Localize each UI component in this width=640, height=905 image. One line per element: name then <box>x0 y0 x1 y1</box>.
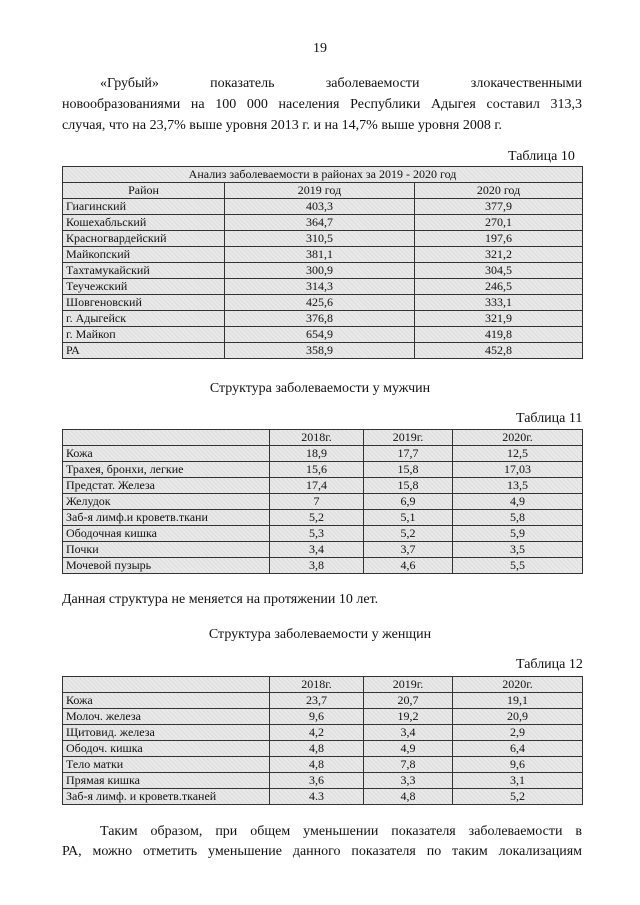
table11-cell: 5,3 <box>270 526 364 542</box>
table10-row-label: Тахтамукайский <box>63 263 225 279</box>
table12-cell: 20,9 <box>453 709 583 725</box>
table10-cell: 358,9 <box>225 343 415 359</box>
table12-cell: 19,1 <box>453 693 583 709</box>
table10-cell: 419,8 <box>415 327 583 343</box>
table11-cell: 15,8 <box>364 478 453 494</box>
table11-header-2018: 2018г. <box>270 430 364 446</box>
table10-row-label: Красногвардейский <box>63 231 225 247</box>
table12-cell: 5,2 <box>453 789 583 805</box>
table10-row <box>63 231 583 247</box>
table12-cell: 4,8 <box>270 741 364 757</box>
table11-cell: 5,1 <box>364 510 453 526</box>
table12-cell: 9,6 <box>453 757 583 773</box>
table11-row <box>63 542 583 558</box>
table10-cell: 304,5 <box>415 263 583 279</box>
table10-header-row <box>63 183 583 199</box>
table11-row-label: Предстат. Железа <box>63 478 270 494</box>
table11-header-2020: 2020г. <box>453 430 583 446</box>
men-note: Данная структура не меняется на протяжении 10 лет. <box>62 592 379 607</box>
table12-cell: 4,9 <box>364 741 453 757</box>
table10-title-row <box>63 167 583 183</box>
table10-label: Таблица 10 <box>508 149 575 164</box>
table11-row <box>63 446 583 462</box>
table10-cell: 333,1 <box>415 295 583 311</box>
table10-row <box>63 263 583 279</box>
table10-header-district: Район <box>63 183 225 199</box>
table11-row-label: Желудок <box>63 494 270 510</box>
table10-row <box>63 215 583 231</box>
table12-cell: 4,8 <box>364 789 453 805</box>
table10-cell: 321,2 <box>415 247 583 263</box>
table10-title: Анализ заболеваемости в районах за 2019 - 2020 год <box>63 167 583 183</box>
table10-row-label: Шовгеновский <box>63 295 225 311</box>
table10-cell: 321,9 <box>415 311 583 327</box>
table10-cell: 197,6 <box>415 231 583 247</box>
table12-cell: 3,6 <box>270 773 364 789</box>
intro-line-3: случая, что на 23,7% выше уровня 2013 г. и на 14,7% выше уровня 2008 г. <box>62 118 503 133</box>
table10-row <box>63 311 583 327</box>
table10-header-2019: 2019 год <box>225 183 415 199</box>
women-heading: Структура заболеваемости у женщин <box>208 627 432 642</box>
table12-row <box>63 773 583 789</box>
table10-row-label: РА <box>63 343 225 359</box>
table11-row <box>63 478 583 494</box>
table11-cell: 13,5 <box>453 478 583 494</box>
table11-cell: 15,6 <box>270 462 364 478</box>
table11-cell: 3,5 <box>453 542 583 558</box>
table12-row <box>63 789 583 805</box>
table12-row-label: Тело матки <box>63 757 270 773</box>
table12-row <box>63 725 583 741</box>
table10-cell: 364,7 <box>225 215 415 231</box>
table11-header-2019: 2019г. <box>364 430 453 446</box>
table10-row-label: Кошехабльский <box>63 215 225 231</box>
table12-cell: 2,9 <box>453 725 583 741</box>
table10-row-label: г. Майкоп <box>63 327 225 343</box>
table11-row <box>63 510 583 526</box>
table11-cell: 4,9 <box>453 494 583 510</box>
table12-row <box>63 709 583 725</box>
table11-cell: 6,9 <box>364 494 453 510</box>
men-heading: Структура заболеваемости у мужчин <box>209 381 431 396</box>
conclusion-line-1: Таким образом, при общем уменьшении показателя заболеваемости в <box>100 824 582 839</box>
table12-row <box>63 741 583 757</box>
table12-header-2019: 2019г. <box>364 677 453 693</box>
table12-row-label: Молоч. железа <box>63 709 270 725</box>
table12-row-label: Кожа <box>63 693 270 709</box>
table11-label: Таблица 11 <box>516 411 583 426</box>
intro-line-2: новообразованиями на 100 000 населения Республики Адыгея составил 313,3 <box>62 97 582 112</box>
table10-cell: 452,8 <box>415 343 583 359</box>
table11-cell: 4,6 <box>364 558 453 574</box>
table11-header-blank <box>63 430 270 446</box>
table11-header-row <box>63 430 583 446</box>
table12-label: Таблица 12 <box>516 657 583 672</box>
table11-cell: 5,8 <box>453 510 583 526</box>
table12-cell: 19,2 <box>364 709 453 725</box>
table12-cell: 3,1 <box>453 773 583 789</box>
table12-cell: 20,7 <box>364 693 453 709</box>
table10-cell: 314,3 <box>225 279 415 295</box>
table11-cell: 5,9 <box>453 526 583 542</box>
table11-cell: 17,4 <box>270 478 364 494</box>
table12-cell: 4,8 <box>270 757 364 773</box>
table11-cell: 15,8 <box>364 462 453 478</box>
table12-cell: 9,6 <box>270 709 364 725</box>
table11-cell: 7 <box>270 494 364 510</box>
table11-cell: 17,03 <box>453 462 583 478</box>
table10-row <box>63 247 583 263</box>
table11-row-label: Мочевой пузырь <box>63 558 270 574</box>
table10-cell: 376,8 <box>225 311 415 327</box>
table10-row <box>63 327 583 343</box>
table10-row-label: Теучежский <box>63 279 225 295</box>
table10-cell: 300,9 <box>225 263 415 279</box>
table10-row <box>63 295 583 311</box>
table10-row-label: Майкопский <box>63 247 225 263</box>
table12-cell: 4,2 <box>270 725 364 741</box>
table12-row <box>63 693 583 709</box>
table11-cell: 5,2 <box>270 510 364 526</box>
table11-row <box>63 558 583 574</box>
table10-cell: 654,9 <box>225 327 415 343</box>
table11-cell: 5,5 <box>453 558 583 574</box>
table10-cell: 377,9 <box>415 199 583 215</box>
table11-cell: 3,7 <box>364 542 453 558</box>
table10-row <box>63 343 583 359</box>
table11-cell: 3,4 <box>270 542 364 558</box>
table10-cell: 381,1 <box>225 247 415 263</box>
table10 <box>62 166 583 359</box>
table12-row-label: Прямая кишка <box>63 773 270 789</box>
table11-row <box>63 494 583 510</box>
table12-cell: 6,4 <box>453 741 583 757</box>
table10-cell: 246,5 <box>415 279 583 295</box>
table11-cell: 12,5 <box>453 446 583 462</box>
table12-header-blank <box>63 677 270 693</box>
table10-row <box>63 279 583 295</box>
table11-row-label: Кожа <box>63 446 270 462</box>
table11-row <box>63 462 583 478</box>
table12-cell: 3,4 <box>364 725 453 741</box>
table12-row-label: Заб-я лимф. и кроветв.тканей <box>63 789 270 805</box>
table11 <box>62 429 583 574</box>
table12 <box>62 676 583 805</box>
table10-cell: 425,6 <box>225 295 415 311</box>
table12-cell: 7,8 <box>364 757 453 773</box>
page-number: 19 <box>313 41 327 56</box>
table11-cell: 17,7 <box>364 446 453 462</box>
table12-header-2020: 2020г. <box>453 677 583 693</box>
table10-cell: 403,3 <box>225 199 415 215</box>
table11-cell: 18,9 <box>270 446 364 462</box>
table10-row-label: г. Адыгейск <box>63 311 225 327</box>
table10-row-label: Гиагинский <box>63 199 225 215</box>
table12-row <box>63 757 583 773</box>
table10-row <box>63 199 583 215</box>
table12-row-label: Ободоч. кишка <box>63 741 270 757</box>
conclusion-line-2: РА, можно отметить уменьшение данного показателя по таким локализациям <box>62 844 582 859</box>
table11-row-label: Почки <box>63 542 270 558</box>
table12-header-row <box>63 677 583 693</box>
table11-row-label: Ободочная кишка <box>63 526 270 542</box>
table11-cell: 5,2 <box>364 526 453 542</box>
table12-row-label: Щитовид. железа <box>63 725 270 741</box>
table11-cell: 3,8 <box>270 558 364 574</box>
table12-cell: 4.3 <box>270 789 364 805</box>
table11-row-label: Трахея, бронхи, легкие <box>63 462 270 478</box>
table11-row-label: Заб-я лимф.и кроветв.ткани <box>63 510 270 526</box>
table12-header-2018: 2018г. <box>270 677 364 693</box>
intro-line-1: «Грубый» показатель заболеваемости злокачественными <box>100 76 582 91</box>
table10-header-2020: 2020 год <box>415 183 583 199</box>
table12-cell: 23,7 <box>270 693 364 709</box>
table10-cell: 310,5 <box>225 231 415 247</box>
table10-cell: 270,1 <box>415 215 583 231</box>
table11-row <box>63 526 583 542</box>
table12-cell: 3,3 <box>364 773 453 789</box>
